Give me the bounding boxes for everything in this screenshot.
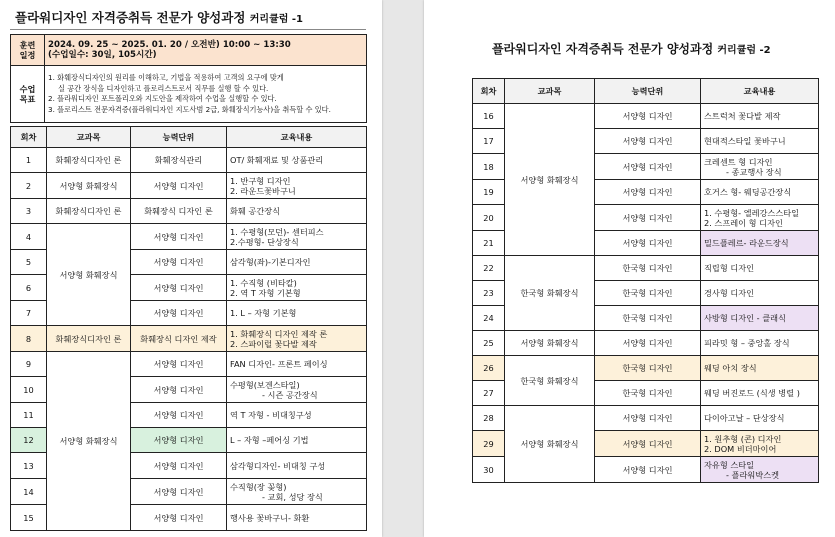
row-unit: 서양형 디자인 [131, 428, 227, 453]
row-content: FAN 디자인- 프론트 페이싱 [227, 352, 367, 377]
table-row [473, 356, 819, 381]
header-no: 회차 [11, 127, 47, 148]
row-content: 1. 원추형 (콘) 디자인 2. DOM 비더마이어 [701, 431, 819, 457]
row-content: 삼각형(좌)-기본디자인 [227, 250, 367, 275]
schedule-label: 훈련 일정 [11, 35, 45, 66]
schedule-row [11, 35, 367, 66]
row-no: 27 [473, 381, 505, 406]
row-unit: 서양형 디자인 [595, 180, 701, 205]
row-subject: 서양형 화훼장식 [47, 173, 131, 199]
row-no: 2 [11, 173, 47, 199]
row-content: 크레센트 형 디자인 - 종교행사 장식 [701, 154, 819, 180]
row-subject: 서양형 화훼장식 [47, 224, 131, 326]
row-no: 22 [473, 256, 505, 281]
table-header [473, 79, 819, 104]
row-subject: 화훼장식디자인 론 [47, 199, 131, 224]
row-content: 1. 화훼장식 디자인 제작 론 2. 스파이럴 꽃다발 제작 [227, 326, 367, 352]
row-content: 현대적스타일 꽃바구니 [701, 129, 819, 154]
row-content: 화훼 공간장식 [227, 199, 367, 224]
title-text: 플라워디자인 자격증취득 전문가 양성과정 [15, 10, 246, 25]
curriculum-table-2 [472, 78, 819, 483]
row-content: 1. 수직형 (비타칼) 2. 역 T 자형 기본형 [227, 275, 367, 301]
header-unit: 능력단위 [595, 79, 701, 104]
row-no: 3 [11, 199, 47, 224]
row-no: 11 [11, 403, 47, 428]
row-content: 피라밋 형 – 중앙홀 장식 [701, 331, 819, 356]
row-no: 6 [11, 275, 47, 301]
row-no: 4 [11, 224, 47, 250]
row-subject: 서양형 화훼장식 [505, 104, 595, 256]
curriculum-page-1 [0, 0, 382, 537]
row-unit: 서양형 디자인 [131, 479, 227, 505]
page-title [492, 40, 771, 57]
row-content: 호거스 형- 웨딩공간장식 [701, 180, 819, 205]
row-content: 1. 수평형(모던)- 센터피스 2.수평형- 단상장식 [227, 224, 367, 250]
goal-label: 수업 목표 [11, 66, 45, 123]
row-no: 23 [473, 281, 505, 306]
table-header [11, 127, 367, 148]
curriculum-table-1 [10, 126, 367, 531]
course-info-table [10, 34, 367, 123]
row-no: 20 [473, 205, 505, 231]
row-content: 사방형 디자인 - 클래식 [701, 306, 819, 331]
row-unit: 서양형 디자인 [131, 250, 227, 275]
table-row [473, 256, 819, 281]
row-no: 13 [11, 453, 47, 479]
row-no: 8 [11, 326, 47, 352]
table-row [11, 326, 367, 352]
row-content: 삼각형디자인- 비대칭 구성 [227, 453, 367, 479]
row-unit: 화훼장식관리 [131, 148, 227, 173]
header-no: 회차 [473, 79, 505, 104]
row-no: 19 [473, 180, 505, 205]
curriculum-page-2 [424, 0, 835, 537]
header-content: 교육내용 [227, 127, 367, 148]
row-unit: 서양형 디자인 [595, 129, 701, 154]
row-unit: 서양형 디자인 [131, 173, 227, 199]
row-content: L – 자형 –페어싱 기법 [227, 428, 367, 453]
row-content: 스트럭처 꽃다발 제작 [701, 104, 819, 129]
row-no: 24 [473, 306, 505, 331]
row-no: 29 [473, 431, 505, 457]
row-no: 1 [11, 148, 47, 173]
row-content: 역 T 자형 - 비대칭구성 [227, 403, 367, 428]
row-subject: 한국형 화훼장식 [505, 256, 595, 331]
row-unit: 서양형 디자인 [595, 406, 701, 431]
row-unit: 한국형 디자인 [595, 256, 701, 281]
row-content: 자유형 스타일 - 플라워박스켓 [701, 457, 819, 483]
table-row [11, 148, 367, 173]
row-unit: 한국형 디자인 [595, 306, 701, 331]
row-content: 밀드플레르- 라운드장식 [701, 231, 819, 256]
row-no: 7 [11, 301, 47, 326]
table-row [11, 173, 367, 199]
row-content: 직립형 디자인 [701, 256, 819, 281]
row-unit: 서양형 디자인 [131, 453, 227, 479]
header-content: 교육내용 [701, 79, 819, 104]
row-no: 26 [473, 356, 505, 381]
title-sub: 커리큘럼 -1 [249, 14, 303, 25]
row-subject: 화훼장식디자인 론 [47, 326, 131, 352]
schedule-value: 2024. 09. 25 ~ 2025. 01. 20 / 오전반) 10:00 ~ 13:30 (수업일수: 30일, 105시간) [45, 35, 367, 66]
row-unit: 서양형 디자인 [595, 231, 701, 256]
row-no: 25 [473, 331, 505, 356]
row-subject: 서양형 화훼장식 [505, 331, 595, 356]
title-divider [10, 29, 366, 30]
row-content: 다이아고날 – 단상장식 [701, 406, 819, 431]
row-no: 15 [11, 505, 47, 531]
header-subject: 교과목 [505, 79, 595, 104]
row-unit: 서양형 디자인 [131, 377, 227, 403]
row-content: 1. L – 자형 기본형 [227, 301, 367, 326]
row-content: 수직형(장 꽂형) - 교회, 성당 장식 [227, 479, 367, 505]
page-title [15, 8, 303, 26]
row-subject: 한국형 화훼장식 [505, 356, 595, 406]
row-subject: 화훼장식디자인 론 [47, 148, 131, 173]
row-content: 1. 반구형 디자인 2. 라운드꽃바구니 [227, 173, 367, 199]
row-content: 수평형(보겐스타일) - 시즌 공간장식 [227, 377, 367, 403]
header-unit: 능력단위 [131, 127, 227, 148]
row-subject: 서양형 화훼장식 [47, 352, 131, 531]
row-unit: 한국형 디자인 [595, 381, 701, 406]
row-unit: 서양형 디자인 [131, 275, 227, 301]
row-content: 1. 수평형- 엘레강스스타일 2. 스프레이 형 디자인 [701, 205, 819, 231]
row-no: 30 [473, 457, 505, 483]
title-text: 플라워디자인 자격증취득 전문가 양성과정 [492, 42, 714, 56]
row-unit: 화훼장식 디자인 론 [131, 199, 227, 224]
row-no: 9 [11, 352, 47, 377]
row-unit: 서양형 디자인 [595, 104, 701, 129]
row-unit: 서양형 디자인 [131, 505, 227, 531]
goal-row [11, 66, 367, 123]
header-subject: 교과목 [47, 127, 131, 148]
table-row [11, 352, 367, 377]
row-unit: 한국형 디자인 [595, 356, 701, 381]
row-no: 21 [473, 231, 505, 256]
table-row [473, 104, 819, 129]
row-unit: 서양형 디자인 [595, 205, 701, 231]
row-no: 10 [11, 377, 47, 403]
row-content: 웨딩 아치 장식 [701, 356, 819, 381]
row-unit: 서양형 디자인 [595, 457, 701, 483]
row-no: 14 [11, 479, 47, 505]
row-content: OT/ 화훼재료 및 상품관리 [227, 148, 367, 173]
row-no: 5 [11, 250, 47, 275]
row-content: 웨딩 버진로드 (식생 병렬 ) [701, 381, 819, 406]
row-unit: 한국형 디자인 [595, 281, 701, 306]
goal-value: 1. 화훼장식디자인의 원리를 이해하고, 기법을 적용하여 고객의 요구에 맞게 실 공간 장식을 디자인하고 플로리스트로서 직무를 실행 할 수 있다. 2. 플라워디자인 포트폴리오와 지도안을 제작하여 수업을 실행할 수 있다. 3. 플로리스트 전문자격증(플라워디자인 지도사범 2급, 화훼장식기능사)을 취득할 수 있다. [45, 66, 367, 123]
row-no: 12 [11, 428, 47, 453]
table-row [473, 406, 819, 431]
row-content: 행사용 꽃바구니- 화환 [227, 505, 367, 531]
table-row [11, 199, 367, 224]
row-unit: 서양형 디자인 [595, 154, 701, 180]
title-sub: 커리큘럼 -2 [717, 45, 771, 56]
row-no: 17 [473, 129, 505, 154]
row-content: 경사형 디자인 [701, 281, 819, 306]
row-no: 28 [473, 406, 505, 431]
row-unit: 화훼장식 디자인 제작 [131, 326, 227, 352]
row-no: 18 [473, 154, 505, 180]
row-unit: 서양형 디자인 [595, 331, 701, 356]
row-unit: 서양형 디자인 [131, 301, 227, 326]
table-row [473, 331, 819, 356]
row-no: 16 [473, 104, 505, 129]
table-row [11, 224, 367, 250]
row-unit: 서양형 디자인 [131, 224, 227, 250]
row-subject: 서양형 화훼장식 [505, 406, 595, 483]
row-unit: 서양형 디자인 [595, 431, 701, 457]
row-unit: 서양형 디자인 [131, 403, 227, 428]
row-unit: 서양형 디자인 [131, 352, 227, 377]
